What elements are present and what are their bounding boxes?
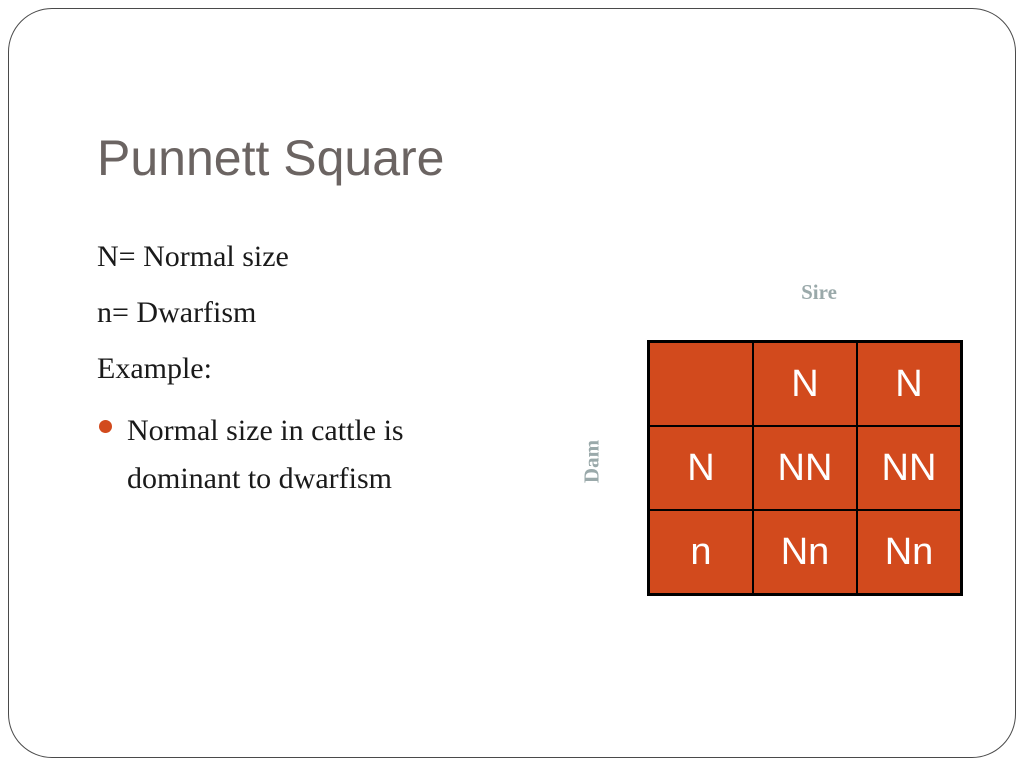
- example-heading: Example:: [97, 352, 212, 385]
- genotype-cell: Nn: [857, 510, 962, 595]
- genotype-cell: NN: [857, 426, 962, 510]
- bullet-dot-icon: [99, 420, 112, 433]
- sire-label: Sire: [801, 280, 837, 304]
- punnett-row-1: [649, 426, 962, 510]
- punnett-header-row: [649, 342, 962, 427]
- punnett-corner-cell: [649, 342, 754, 427]
- punnett-square-table: [647, 340, 963, 596]
- genotype-cell: Nn: [753, 510, 857, 595]
- dam-allele-2: n: [649, 510, 754, 595]
- dam-allele-1: N: [649, 426, 754, 510]
- sire-allele-2: N: [857, 342, 962, 427]
- dam-label: Dam: [579, 439, 604, 484]
- definition-dwarfism: n= Dwarfism: [97, 296, 257, 329]
- slide-title: Punnett Square: [97, 130, 445, 186]
- sire-allele-1: N: [753, 342, 857, 427]
- bullet-text: Normal size in cattle is dominant to dwarfism: [127, 414, 404, 495]
- genotype-cell: NN: [753, 426, 857, 510]
- slide-frame: [8, 8, 1016, 758]
- slide-body: [97, 239, 517, 503]
- definition-normal: N= Normal size: [97, 240, 289, 273]
- bullet-item: [97, 407, 517, 503]
- punnett-row-2: [649, 510, 962, 595]
